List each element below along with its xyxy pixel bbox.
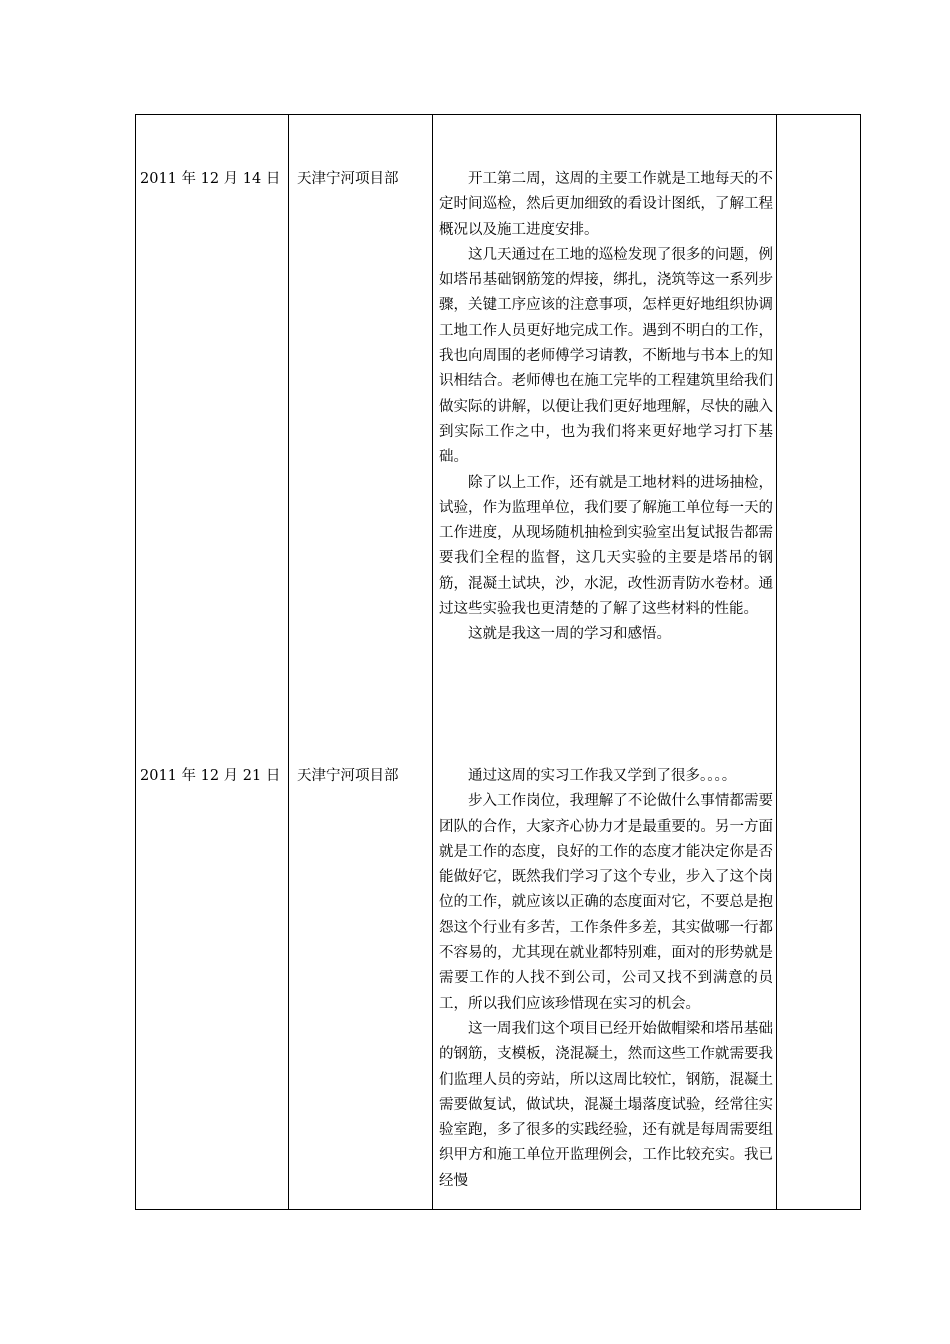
entry-content xyxy=(439,764,773,1194)
entry-place: 天津宁河项目部 xyxy=(297,768,399,784)
column-divider-date xyxy=(288,115,289,1209)
column-divider-place xyxy=(432,115,433,1209)
entry-date: 2011 年 12 月 21 日 xyxy=(140,768,281,784)
entry-content xyxy=(439,167,773,648)
entry-paragraph: 这几天通过在工地的巡检发现了很多的问题，例如塔吊基础钢筋笼的焊接，绑扎，浇筑等这一系列步骤，关键工序应该的注意事项，怎样更好地组织协调工地工作人员更好地完成工作。遇到不明白的工作，我也向周围的老师傅学习请教，不断地与书本上的知识相结合。老师傅也在施工完毕的工程建筑里给我们做实际的讲解，以便让我们更好地理解，尽快的融入到实际工作之中，也为我们将来更好地学习打下基础。 xyxy=(439,246,773,466)
entry-paragraph: 开工第二周，这周的主要工作就是工地每天的不定时间巡检，然后更加细致的看设计图纸，了解工程概况以及施工进度安排。 xyxy=(439,171,773,238)
entry-paragraph: 这一周我们这个项目已经开始做帽梁和塔吊基础的钢筋，支模板，浇混凝土，然而这些工作就需要我们监理人员的旁站，所以这周比较忙，钢筋，混凝土需要做复试，做试块，混凝土塌落度试验，经常往实验室跑，多了很多的实践经验，还有就是每周需要组织甲方和施工单位开监理例会，工作比较充实。我已经慢 xyxy=(439,1020,773,1189)
entry-paragraph: 这就是我这一周的学习和感悟。 xyxy=(468,626,671,643)
entry-date: 2011 年 12 月 14 日 xyxy=(140,171,281,187)
entry-place: 天津宁河项目部 xyxy=(297,171,399,187)
column-divider-content xyxy=(776,115,777,1209)
internship-log-table xyxy=(135,114,861,1210)
entry-paragraph: 步入工作岗位，我理解了不论做什么事情都需要团队的合作，大家齐心协力才是最重要的。另一方面就是工作的态度，良好的工作的态度才能决定你是否能做好它，既然我们学习了这个专业，步入了这个岗位的工作，就应该以正确的态度面对它，不要总是抱怨这个行业有多苦，工作条件多差，其实做哪一行都不容易的，尤其现在就业都特别难，面对的形势就是需要工作的人找不到公司，公司又找不到满意的员工，所以我们应该珍惜现在实习的机会。 xyxy=(439,793,773,1012)
entry-paragraph: 通过这周的实习工作我又学到了很多。。。。 xyxy=(468,768,737,784)
entry-paragraph: 除了以上工作，还有就是工地材料的进场抽检，试验，作为监理单位，我们要了解施工单位每一天的工作进度，从现场随机抽检到实验室出复试报告都需要我们全程的监督，这几天实验的主要是塔吊的钢筋，混凝土试块，沙，水泥，改性沥青防水卷材。通过这些实验我也更清楚的了解了这些材料的性能。 xyxy=(439,474,773,618)
